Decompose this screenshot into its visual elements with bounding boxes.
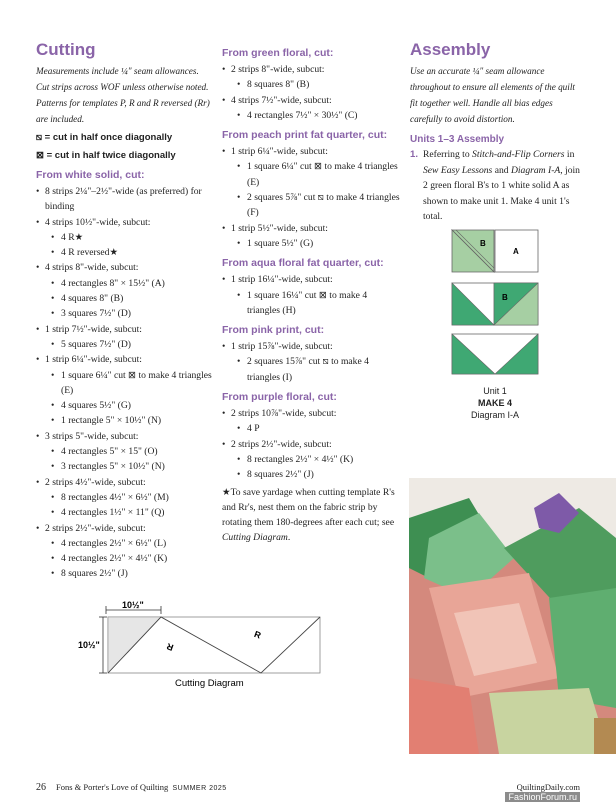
quilt-photo [409, 478, 616, 754]
cut-item: • 4 R reversed★ [36, 245, 214, 260]
peach-head: From peach print fat quarter, cut: [222, 129, 388, 142]
cut-item: • 8 squares 8" (B) [222, 77, 400, 92]
cut-item: • 1 strip 6¼"-wide, subcut: [222, 144, 400, 159]
cut-item: • 4 rectangles 7½" × 30½" (C) [222, 108, 400, 123]
pink-list [222, 339, 400, 385]
cut-item: • 4 squares 8" (B) [36, 291, 214, 306]
peach-list [222, 144, 400, 251]
unit-diagram-svg [450, 228, 540, 376]
cut-item: • 8 rectangles 4½" × 6½" (M) [36, 490, 214, 505]
label-b1: B [480, 239, 486, 248]
cutting-column [36, 40, 214, 582]
cut-item: • 2 squares 15⅞" cut ⧅ to make 4 triangles (I) [222, 354, 400, 385]
cut-item: • 4 strips 8"-wide, subcut: [36, 260, 214, 275]
aqua-list [222, 272, 400, 318]
green-head: From green floral, cut: [222, 47, 334, 59]
assembly-intro: Use an accurate ¼" seam allowance throughout to ensure all elements of the quilt fit together well. Handle all bias edges carefully to avoid distortion. [410, 66, 575, 124]
purple-list [222, 406, 400, 482]
purple-head: From purple floral, cut: [222, 391, 337, 404]
legend-once: ⧅ = cut in half once diagonally [36, 132, 173, 143]
watermark: FashionForum.ru [505, 792, 580, 802]
quilt-photo-svg [409, 478, 616, 754]
white-list [36, 184, 214, 582]
cut-item: • 1 square 6¼" cut ⊠ to make 4 triangles (E) [222, 159, 400, 190]
make-caption: MAKE 4 [477, 398, 512, 408]
magazine-name: Fons & Porter's Love of Quilting SUMMER 2025 [56, 782, 227, 792]
cut-item: • 4 P [222, 421, 400, 436]
cut-item: • 3 rectangles 5" × 10½" (N) [36, 459, 214, 474]
cutting-diagram-svg [70, 598, 340, 688]
cut-item: • 4 rectangles 8" × 15½" (A) [36, 276, 214, 291]
cut-item: • 4 R★ [36, 230, 214, 245]
label-a: A [513, 247, 519, 256]
cut-item: • 2 strips 2½"-wide, subcut: [222, 437, 400, 452]
cut-item: • 1 square 5½" (G) [222, 236, 400, 251]
diagram-i-a [450, 228, 540, 421]
assembly-title: Assembly [410, 40, 491, 59]
cut-item: • 3 strips 5"-wide, subcut: [36, 429, 214, 444]
cut-item: • 1 strip 5½"-wide, subcut: [222, 221, 400, 236]
step-1: 1. Referring to Stitch-and-Flip Corners in Sew Easy Lessons and Diagram I-A, join 2 green floral B's to 1 white solid A as shown to make unit 1. Make 4 unit 1's total. [410, 149, 580, 222]
r-piece-2: R [252, 628, 263, 641]
r-piece-1: R [165, 641, 175, 653]
cutting-intro: Measurements include ¼" seam allowances. Cut strips across WOF unless otherwise noted. Patterns for templates P, R and R reversed (Rr) are included. [36, 66, 210, 124]
assembly-column [410, 40, 582, 225]
cut-item: • 1 strip 16¼"-wide, subcut: [222, 272, 400, 287]
cut-item: • 8 squares 2½" (J) [36, 566, 214, 581]
cut-item: • 1 strip 7½"-wide, subcut: [36, 322, 214, 337]
cut-item: • 4 rectangles 1½" × 11" (Q) [36, 505, 214, 520]
cutting-caption: Cutting Diagram [175, 678, 244, 688]
page-number: 26 [36, 782, 46, 793]
cutting-diagram [70, 598, 340, 693]
cut-item: • 1 square 6¼" cut ⊠ to make 4 triangles (E) [36, 368, 214, 399]
label-b2: B [502, 293, 508, 302]
website[interactable]: QuiltingDaily.com [516, 782, 580, 792]
cut-item: • 4 squares 5½" (G) [36, 398, 214, 413]
cut-item: • 4 strips 7½"-wide, subcut: [222, 93, 400, 108]
cut-item: • 1 rectangle 5" × 10½" (N) [36, 413, 214, 428]
width-label: 10½" [122, 600, 144, 610]
yardage-note: ★To save yardage when cutting template R's and Rr's, nest them on the fabric strip by rotating them 180-degrees after each cut; see Cutting Diagram. [222, 486, 395, 544]
cut-item: • 1 strip 6¼"-wide, subcut: [36, 352, 214, 367]
cut-item: • 2 strips 4½"-wide, subcut: [36, 475, 214, 490]
white-head: From white solid, cut: [36, 169, 145, 181]
cut-item: • 2 strips 2½"-wide, subcut: [36, 521, 214, 536]
cut-item: • 1 strip 15⅞"-wide, subcut: [222, 339, 400, 354]
green-list [222, 62, 400, 123]
cut-item: • 4 rectangles 2½" × 4½" (K) [36, 551, 214, 566]
cut-item: • 8 rectangles 2½" × 4½" (K) [222, 452, 400, 467]
pink-head: From pink print, cut: [222, 324, 325, 337]
cut-item: • 2 squares 5⅞" cut ⧅ to make 4 triangles (F) [222, 190, 400, 221]
diagram-caption: Diagram I-A [470, 410, 519, 420]
height-label: 10½" [78, 640, 100, 650]
legend-twice: ⊠ = cut in half twice diagonally [36, 150, 176, 161]
cut-item: • 4 strips 10½"-wide, subcut: [36, 215, 214, 230]
cut-item: • 5 squares 7½" (D) [36, 337, 214, 352]
cut-item: • 3 squares 7½" (D) [36, 306, 214, 321]
cut-item: • 4 rectangles 5" × 15" (O) [36, 444, 214, 459]
cut-item: • 2 strips 10⅞"-wide, subcut: [222, 406, 400, 421]
cutting-column-2 [222, 40, 400, 546]
cut-item: • 1 square 16¼" cut ⊠ to make 4 triangles (H) [222, 288, 400, 319]
unit-caption: Unit 1 [483, 386, 507, 396]
cut-item: • 8 squares 2½" (J) [222, 467, 400, 482]
cut-item: • 4 rectangles 2½" × 6½" (L) [36, 536, 214, 551]
cut-item: • 2 strips 8"-wide, subcut: [222, 62, 400, 77]
aqua-head: From aqua floral fat quarter, cut: [222, 257, 384, 270]
cutting-title: Cutting [36, 40, 96, 59]
units-head: Units 1–3 Assembly [410, 134, 505, 145]
cut-item: • 8 strips 2¼"–2½"-wide (as preferred) for binding [36, 184, 214, 215]
